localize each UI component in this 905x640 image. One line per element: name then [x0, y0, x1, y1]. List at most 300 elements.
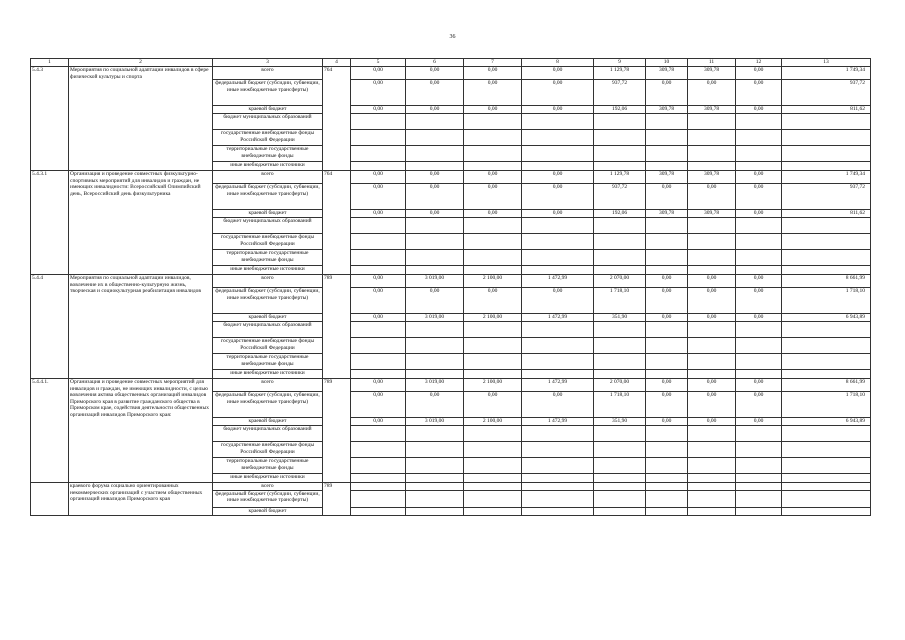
value-cell: 0,00 [736, 171, 782, 184]
value-cell [594, 266, 646, 275]
value-cell [406, 474, 464, 483]
value-cell [736, 426, 782, 442]
value-cell: 0,00 [406, 67, 464, 80]
row-code-cell: 5.4.3.1 [31, 171, 69, 275]
value-cell: 0,00 [406, 392, 464, 418]
value-cell [464, 490, 522, 507]
value-cell: 0,00 [736, 288, 782, 314]
value-cell [351, 354, 406, 370]
value-cell: 0,00 [406, 80, 464, 106]
value-cell [464, 338, 522, 354]
value-cell: 1 718,10 [594, 288, 646, 314]
value-cell [594, 354, 646, 370]
value-cell: 0,00 [646, 275, 688, 288]
value-cell [351, 370, 406, 379]
value-cell [594, 490, 646, 507]
value-cell [351, 130, 406, 146]
value-cell: 2 100,00 [464, 314, 522, 322]
value-cell [594, 234, 646, 250]
value-cell: 0,00 [522, 171, 594, 184]
value-cell [522, 442, 594, 458]
value-cell [594, 146, 646, 162]
value-cell [646, 474, 688, 483]
value-cell: 3 019,00 [406, 275, 464, 288]
value-cell: 0,00 [736, 392, 782, 418]
value-cell [688, 250, 736, 266]
value-cell: 192,06 [594, 210, 646, 218]
value-cell [736, 370, 782, 379]
value-cell [646, 507, 688, 515]
value-cell [351, 474, 406, 483]
value-cell [688, 146, 736, 162]
value-cell [464, 426, 522, 442]
value-cell [406, 354, 464, 370]
value-cell [594, 114, 646, 130]
value-cell: 0,00 [351, 171, 406, 184]
col4-cell: 789 [323, 483, 351, 516]
value-cell: 937,72 [782, 80, 871, 106]
value-cell: 0,00 [688, 184, 736, 210]
value-cell: 937,72 [594, 184, 646, 210]
value-cell: 0,00 [736, 106, 782, 114]
value-cell: 0,00 [736, 275, 782, 288]
value-cell [594, 250, 646, 266]
value-cell: 0,00 [736, 314, 782, 322]
value-cell [646, 250, 688, 266]
value-cell [688, 507, 736, 515]
value-cell [464, 322, 522, 338]
value-cell [522, 483, 594, 491]
value-cell [351, 483, 406, 491]
funding-source-cell: территориальные государственные внебюджетные фонды [213, 458, 323, 474]
value-cell [406, 162, 464, 171]
value-cell [464, 370, 522, 379]
value-cell: 0,00 [736, 184, 782, 210]
value-cell [406, 370, 464, 379]
funding-source-cell: бюджет муниципальных образований [213, 218, 323, 234]
funding-source-cell: бюджет муниципальных образований [213, 114, 323, 130]
funding-source-cell: федеральный бюджет (субсидии, субвенции, иные межбюджетные трансферты) [213, 80, 323, 106]
value-cell: 0,00 [522, 392, 594, 418]
value-cell [522, 370, 594, 379]
value-cell [406, 338, 464, 354]
value-cell: 0,00 [646, 392, 688, 418]
value-cell: 0,00 [351, 418, 406, 426]
value-cell: 0,00 [351, 67, 406, 80]
header-cell: 4 [323, 59, 351, 67]
value-cell: 3 019,00 [406, 418, 464, 426]
value-cell: 0,00 [522, 210, 594, 218]
funding-source-cell: государственные внебюджетные фонды Российской Федерации [213, 338, 323, 354]
value-cell [736, 218, 782, 234]
value-cell [351, 490, 406, 507]
value-cell [522, 458, 594, 474]
value-cell [351, 250, 406, 266]
value-cell: 0,00 [646, 379, 688, 392]
value-cell [351, 146, 406, 162]
row-code-cell: 5.4.4 [31, 275, 69, 379]
funding-source-cell: всего [213, 171, 323, 184]
value-cell [782, 507, 871, 515]
value-cell: 0,00 [688, 418, 736, 426]
value-cell [688, 370, 736, 379]
value-cell: 0,00 [736, 379, 782, 392]
value-cell: 0,00 [406, 210, 464, 218]
value-cell [688, 234, 736, 250]
header-row [31, 59, 871, 67]
value-cell [782, 114, 871, 130]
value-cell: 1 718,10 [594, 392, 646, 418]
value-cell: 6 943,89 [782, 314, 871, 322]
value-cell [646, 146, 688, 162]
value-cell: 0,00 [736, 67, 782, 80]
value-cell [736, 458, 782, 474]
value-cell: 1 472,99 [522, 379, 594, 392]
header-cell: 9 [594, 59, 646, 67]
value-cell [782, 250, 871, 266]
funding-source-cell: всего [213, 67, 323, 80]
value-cell: 0,00 [646, 418, 688, 426]
value-cell: 0,00 [406, 184, 464, 210]
value-cell [736, 250, 782, 266]
funding-source-cell: краевой бюджет [213, 106, 323, 114]
value-cell: 0,00 [522, 184, 594, 210]
value-cell: 0,00 [464, 106, 522, 114]
value-cell: 0,00 [464, 210, 522, 218]
row-code-cell [31, 483, 69, 516]
value-cell: 0,00 [351, 210, 406, 218]
value-cell: 0,00 [406, 106, 464, 114]
table-row [31, 483, 871, 491]
value-cell [522, 234, 594, 250]
value-cell: 192,06 [594, 106, 646, 114]
value-cell: 0,00 [351, 392, 406, 418]
value-cell: 0,00 [464, 392, 522, 418]
funding-source-cell: всего [213, 275, 323, 288]
value-cell [464, 130, 522, 146]
value-cell [522, 354, 594, 370]
value-cell [522, 130, 594, 146]
value-cell: 3 019,00 [406, 379, 464, 392]
value-cell [464, 483, 522, 491]
value-cell: 0,00 [351, 314, 406, 322]
value-cell [782, 474, 871, 483]
value-cell: 0,00 [351, 106, 406, 114]
value-cell [406, 250, 464, 266]
value-cell [464, 354, 522, 370]
value-cell [688, 162, 736, 171]
value-cell: 0,00 [688, 379, 736, 392]
value-cell [782, 146, 871, 162]
value-cell: 351,90 [594, 314, 646, 322]
funding-source-cell: бюджет муниципальных образований [213, 322, 323, 338]
value-cell [522, 322, 594, 338]
header-cell: 10 [646, 59, 688, 67]
value-cell [522, 338, 594, 354]
value-cell [594, 474, 646, 483]
funding-source-cell: краевой бюджет [213, 507, 323, 515]
table-row [31, 67, 871, 80]
value-cell [594, 426, 646, 442]
value-cell [464, 114, 522, 130]
budget-table [30, 58, 871, 516]
value-cell [522, 474, 594, 483]
value-cell: 2 070,00 [594, 379, 646, 392]
value-cell [351, 507, 406, 515]
value-cell: 0,00 [522, 80, 594, 106]
value-cell: 0,00 [646, 288, 688, 314]
value-cell [646, 130, 688, 146]
value-cell [688, 458, 736, 474]
value-cell [594, 370, 646, 379]
value-cell [688, 474, 736, 483]
header-cell: 1 [31, 59, 69, 67]
funding-source-cell: территориальные государственные внебюджетные фонды [213, 146, 323, 162]
row-title-cell: Мероприятия по социальной адаптации инвалидов в сфере физической культуры и спорта [69, 67, 213, 171]
value-cell [406, 490, 464, 507]
value-cell [782, 354, 871, 370]
value-cell [646, 114, 688, 130]
header-cell: 6 [406, 59, 464, 67]
value-cell [464, 474, 522, 483]
table-row [31, 275, 871, 288]
value-cell [406, 218, 464, 234]
funding-source-cell: всего [213, 379, 323, 392]
value-cell [782, 234, 871, 250]
value-cell [646, 483, 688, 491]
value-cell: 309,78 [688, 210, 736, 218]
value-cell [522, 114, 594, 130]
funding-source-cell: краевой бюджет [213, 418, 323, 426]
value-cell [782, 458, 871, 474]
value-cell [688, 322, 736, 338]
value-cell: 1 472,99 [522, 275, 594, 288]
row-code-cell: 5.4.4.1. [31, 379, 69, 483]
value-cell [522, 426, 594, 442]
value-cell: 0,00 [688, 392, 736, 418]
header-cell: 12 [736, 59, 782, 67]
value-cell [688, 130, 736, 146]
value-cell [736, 130, 782, 146]
value-cell [736, 442, 782, 458]
header-cell: 7 [464, 59, 522, 67]
value-cell [688, 426, 736, 442]
value-cell: 1 472,99 [522, 314, 594, 322]
value-cell [688, 114, 736, 130]
value-cell [646, 338, 688, 354]
value-cell [688, 218, 736, 234]
value-cell [464, 218, 522, 234]
value-cell [736, 114, 782, 130]
value-cell [782, 442, 871, 458]
value-cell: 2 100,00 [464, 275, 522, 288]
value-cell [736, 490, 782, 507]
value-cell: 0,00 [522, 288, 594, 314]
value-cell [522, 507, 594, 515]
value-cell: 0,00 [464, 288, 522, 314]
value-cell [351, 218, 406, 234]
value-cell: 0,00 [688, 275, 736, 288]
value-cell [351, 426, 406, 442]
row-title-cell: Организация и проведение совместных физкультурно-спортивных мероприятий для инвалидов и граждан, не имеющих инвалидности: Всероссийский Олимпийский день, Всероссийский день физкультурника [69, 171, 213, 275]
value-cell [351, 322, 406, 338]
value-cell [688, 442, 736, 458]
value-cell: 1 749,34 [782, 171, 871, 184]
value-cell: 6 943,89 [782, 418, 871, 426]
value-cell: 0,00 [464, 171, 522, 184]
value-cell: 309,78 [688, 171, 736, 184]
value-cell [464, 458, 522, 474]
value-cell: 0,00 [736, 210, 782, 218]
value-cell: 8 661,99 [782, 379, 871, 392]
value-cell [351, 458, 406, 474]
funding-source-cell: федеральный бюджет (субсидии, субвенции, иные межбюджетные трансферты) [213, 490, 323, 507]
col4-cell: 764 [323, 171, 351, 275]
header-cell: 8 [522, 59, 594, 67]
funding-source-cell: федеральный бюджет (субсидии, субвенции, иные межбюджетные трансферты) [213, 184, 323, 210]
value-cell [464, 234, 522, 250]
value-cell: 0,00 [351, 184, 406, 210]
value-cell: 0,00 [406, 288, 464, 314]
value-cell [646, 234, 688, 250]
header-cell: 2 [69, 59, 213, 67]
value-cell [594, 218, 646, 234]
value-cell [736, 507, 782, 515]
value-cell [782, 370, 871, 379]
value-cell: 309,78 [646, 171, 688, 184]
value-cell [406, 114, 464, 130]
value-cell [736, 162, 782, 171]
row-title-cell: Организация и проведение совместных мероприятий для инвалидов и граждан, не имеющих инвалидности, с целью вовлечения актива общественных организаций инвалидов Приморского края в развитие гражданского общества в Приморском крае, содействия деятельности общественных организаций инвалидов Приморского края: [69, 379, 213, 483]
value-cell [688, 354, 736, 370]
value-cell [782, 490, 871, 507]
value-cell [646, 458, 688, 474]
value-cell [594, 162, 646, 171]
table-body [31, 59, 871, 516]
value-cell [464, 507, 522, 515]
funding-source-cell: территориальные государственные внебюджетные фонды [213, 250, 323, 266]
value-cell: 937,72 [594, 80, 646, 106]
value-cell [594, 442, 646, 458]
value-cell [522, 266, 594, 275]
funding-source-cell: федеральный бюджет (субсидии, субвенции, иные межбюджетные трансферты) [213, 288, 323, 314]
value-cell [464, 266, 522, 275]
value-cell: 1 749,34 [782, 67, 871, 80]
value-cell: 0,00 [351, 80, 406, 106]
value-cell: 0,00 [406, 171, 464, 184]
value-cell: 811,62 [782, 210, 871, 218]
value-cell [406, 426, 464, 442]
value-cell [351, 266, 406, 275]
value-cell [522, 250, 594, 266]
value-cell [646, 490, 688, 507]
funding-source-cell: государственные внебюджетные фонды Российской Федерации [213, 234, 323, 250]
value-cell [646, 218, 688, 234]
value-cell [646, 162, 688, 171]
value-cell [351, 234, 406, 250]
value-cell [351, 162, 406, 171]
value-cell [646, 426, 688, 442]
value-cell [464, 146, 522, 162]
value-cell: 351,90 [594, 418, 646, 426]
value-cell [594, 507, 646, 515]
value-cell: 0,00 [351, 288, 406, 314]
value-cell: 0,00 [688, 80, 736, 106]
value-cell [522, 490, 594, 507]
table-row [31, 379, 871, 392]
value-cell: 937,72 [782, 184, 871, 210]
funding-source-cell: федеральный бюджет (субсидии, субвенции, иные межбюджетные трансферты) [213, 392, 323, 418]
value-cell: 0,00 [464, 184, 522, 210]
value-cell: 0,00 [736, 418, 782, 426]
value-cell [782, 218, 871, 234]
funding-source-cell: иные внебюджетные источники [213, 266, 323, 275]
value-cell [646, 354, 688, 370]
funding-source-cell: территориальные государственные внебюджетные фонды [213, 354, 323, 370]
value-cell [688, 338, 736, 354]
value-cell: 2 100,00 [464, 418, 522, 426]
value-cell: 0,00 [646, 184, 688, 210]
funding-source-cell: всего [213, 483, 323, 491]
value-cell: 309,78 [646, 106, 688, 114]
value-cell [464, 162, 522, 171]
value-cell [646, 370, 688, 379]
funding-source-cell: краевой бюджет [213, 210, 323, 218]
value-cell [406, 458, 464, 474]
funding-source-cell: иные внебюджетные источники [213, 474, 323, 483]
value-cell [464, 250, 522, 266]
value-cell: 309,78 [688, 106, 736, 114]
value-cell [406, 146, 464, 162]
value-cell: 0,00 [522, 106, 594, 114]
value-cell [522, 162, 594, 171]
value-cell: 811,62 [782, 106, 871, 114]
value-cell [782, 162, 871, 171]
value-cell [782, 322, 871, 338]
value-cell: 309,78 [646, 210, 688, 218]
funding-source-cell: иные внебюджетные источники [213, 162, 323, 171]
row-code-cell: 5.4.3 [31, 67, 69, 171]
value-cell [406, 507, 464, 515]
value-cell: 0,00 [522, 67, 594, 80]
row-title-cell: Мероприятия по социальной адаптации инвалидов, вовлечение их в общественно-культурную жизнь, творческая и социокультурная реабилитация инвалидов [69, 275, 213, 379]
funding-source-cell: иные внебюджетные источники [213, 370, 323, 379]
value-cell [736, 354, 782, 370]
value-cell [782, 426, 871, 442]
row-title-cell: краевого форума социально ориентированных некоммерческих организаций с участием общественных организаций инвалидов Приморского края [69, 483, 213, 516]
value-cell [594, 483, 646, 491]
value-cell [406, 322, 464, 338]
value-cell: 0,00 [736, 80, 782, 106]
value-cell [594, 338, 646, 354]
value-cell: 3 019,00 [406, 314, 464, 322]
value-cell [782, 130, 871, 146]
header-cell: 13 [782, 59, 871, 67]
value-cell [406, 266, 464, 275]
funding-source-cell: государственные внебюджетные фонды Российской Федерации [213, 130, 323, 146]
value-cell [522, 146, 594, 162]
value-cell: 0,00 [646, 314, 688, 322]
value-cell [736, 338, 782, 354]
value-cell [594, 130, 646, 146]
value-cell [736, 266, 782, 275]
col4-cell: 789 [323, 379, 351, 483]
value-cell [464, 442, 522, 458]
value-cell: 309,78 [646, 67, 688, 80]
value-cell [782, 483, 871, 491]
value-cell: 0,00 [351, 275, 406, 288]
value-cell: 1 129,78 [594, 67, 646, 80]
